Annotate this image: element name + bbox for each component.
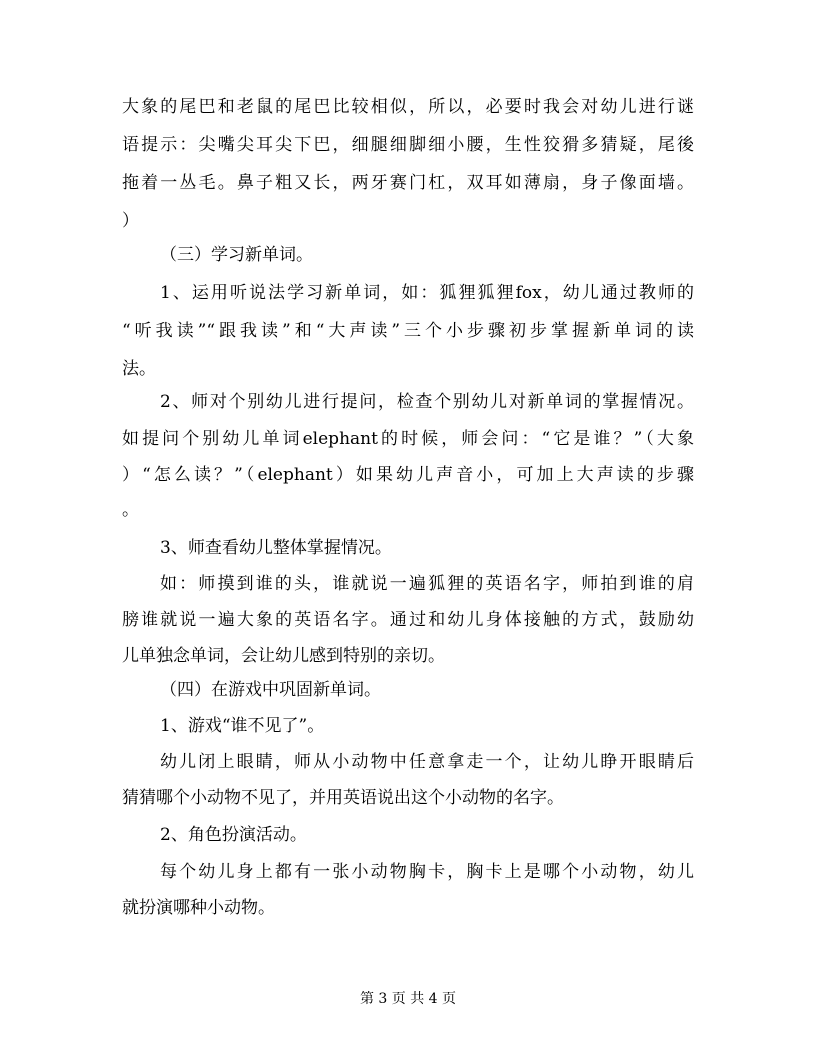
section-heading: （四）在游戏中巩固新单词。 [160,680,381,700]
text-line: 儿单独念单词，会让幼儿感到特别的亲切。 [122,646,445,666]
text-line: 3、师查看幼儿整体掌握情况。 [160,538,392,558]
text-line: 膀谁就说一遍大象的英语名字。通过和幼儿身体接触的方式，鼓励幼 [122,610,694,630]
section-heading: （三）学习新单词。 [160,245,313,265]
text-line: 猜猜哪个小动物不见了，并用英语说出这个小动物的名字。 [122,788,564,808]
text-line: 。 [122,500,139,520]
text-line: 幼儿闭上眼睛，师从小动物中任意拿走一个，让幼儿睁开眼睛后 [160,752,694,772]
text-line: ） [122,211,139,231]
text-line: 就扮演哪种小动物。 [122,898,275,918]
text-line: 2、师对个别幼儿进行提问，检查个别幼儿对新单词的掌握情况。 [160,392,694,412]
text-line: 大象的尾巴和老鼠的尾巴比较相似，所以，必要时我会对幼儿进行谜 [122,97,694,117]
text-line: 如提问个别幼儿单词elephant的时候，师会问：“它是谁？”（大象 [122,429,694,449]
text-line: 1、游戏“谁不见了”。 [160,716,325,736]
text-line: 语提示：尖嘴尖耳尖下巴，细腿细脚细小腰，生性狡猾多猜疑，尾後 [122,135,694,155]
text-line: 法。 [122,359,156,379]
page-number-footer: 第 3 页 共 4 页 [359,991,457,1007]
text-line: 1、运用听说法学习新单词，如：狐狸狐狸fox，幼儿通过教师的 [160,283,694,303]
text-line: 拖着一丛毛。鼻子粗又长，两牙赛门杠，双耳如薄扇，身子像面墙。 [122,173,694,193]
text-line: 2、角色扮演活动。 [160,825,307,845]
text-line: ）“怎么读？”（elephant）如果幼儿声音小，可加上大声读的步骤 [122,465,694,485]
text-line: 每个幼儿身上都有一张小动物胸卡，胸卡上是哪个小动物，幼儿 [160,862,694,882]
text-line: 如：师摸到谁的头，谁就说一遍狐狸的英语名字，师拍到谁的肩 [160,574,694,594]
text-line: “听我读”“跟我读”和“大声读”三个小步骤初步掌握新单词的读 [122,321,694,341]
